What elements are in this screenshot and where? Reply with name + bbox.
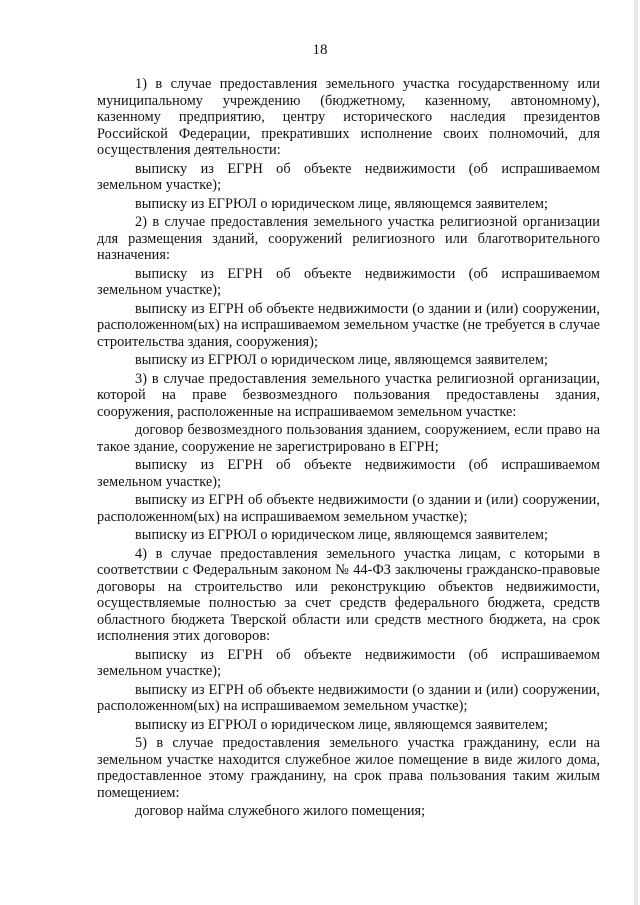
paragraph: выписку из ЕГРЮЛ о юридическом лице, являющемся заявителем; <box>135 352 548 368</box>
page-number: 18 <box>312 42 328 58</box>
scan-edge <box>634 0 638 905</box>
paragraph: выписку из ЕГРН об объекте недвижимости (об испрашиваемом земельном участке); <box>97 646 600 679</box>
paragraph: 4) в случае предоставления земельного участка лицам, с которыми в соответствии с Федеральным законом № 44-ФЗ заключены гражданско-правовые договоры на строительство или реконструкцию объектов недвижимости, осуществляемые полностью за счет средств федерального бюджета, средств областного бюджета Тверской области или средств местного бюджета, на срок исполнения этих договоров: <box>97 545 600 644</box>
document-body <box>97 76 600 822</box>
paragraph: 5) в случае предоставления земельного участка гражданину, если на земельном участке находится служебное жилое помещение в виде жилого дома, предоставленное этому гражданину, на срок права пользования таким жилым помещением: <box>97 735 600 801</box>
paragraph: 1) в случае предоставления земельного участка государственному или муниципальному учреждению (бюджетному, казенному, автономному), казенному предприятию, центру исторического наследия президентов Российской Федерации, прекративших исполнение своих полномочий, для осуществления деятельности: <box>97 76 600 158</box>
paragraph: выписку из ЕГРН об объекте недвижимости (о здании и (или) сооружении, расположенном(ых) на испрашиваемом земельном участке (не требуется в случае строительства здания, сооружения); <box>97 300 600 350</box>
paragraph: выписку из ЕГРЮЛ о юридическом лице, являющемся заявителем; <box>135 527 548 543</box>
paragraph: договор найма служебного жилого помещения; <box>135 803 426 819</box>
paragraph: 2) в случае предоставления земельного участка религиозной организации для размещения зданий, сооружений религиозного или благотворительного назначения: <box>97 214 600 263</box>
paragraph: выписку из ЕГРЮЛ о юридическом лице, являющемся заявителем; <box>135 195 548 212</box>
paragraph: выписку из ЕГРН об объекте недвижимости (об испрашиваемом земельном участке); <box>97 160 600 193</box>
paragraph: выписку из ЕГРЮЛ о юридическом лице, являющемся заявителем; <box>135 716 548 733</box>
paragraph: выписку из ЕГРН об объекте недвижимости (об испрашиваемом земельном участке); <box>97 265 600 298</box>
paragraph: выписку из ЕГРН об объекте недвижимости (об испрашиваемом земельном участке); <box>97 457 600 490</box>
paragraph: договор безвозмездного пользования зданием, сооружением, если право на такое здание, сооружение не зарегистрировано в ЕГРН; <box>97 422 600 455</box>
paragraph: выписку из ЕГРН об объекте недвижимости (о здании и (или) сооружении, расположенном(ых) на испрашиваемом земельном участке); <box>97 492 600 525</box>
paragraph: 3) в случае предоставления земельного участка религиозной организации, которой на праве безвозмездного пользования предоставлены здания, сооружения, расположенные на испрашиваемом земельном участке: <box>97 370 600 420</box>
paragraph: выписку из ЕГРН об объекте недвижимости (о здании и (или) сооружении, расположенном(ых) на испрашиваемом земельном участке); <box>97 681 600 714</box>
